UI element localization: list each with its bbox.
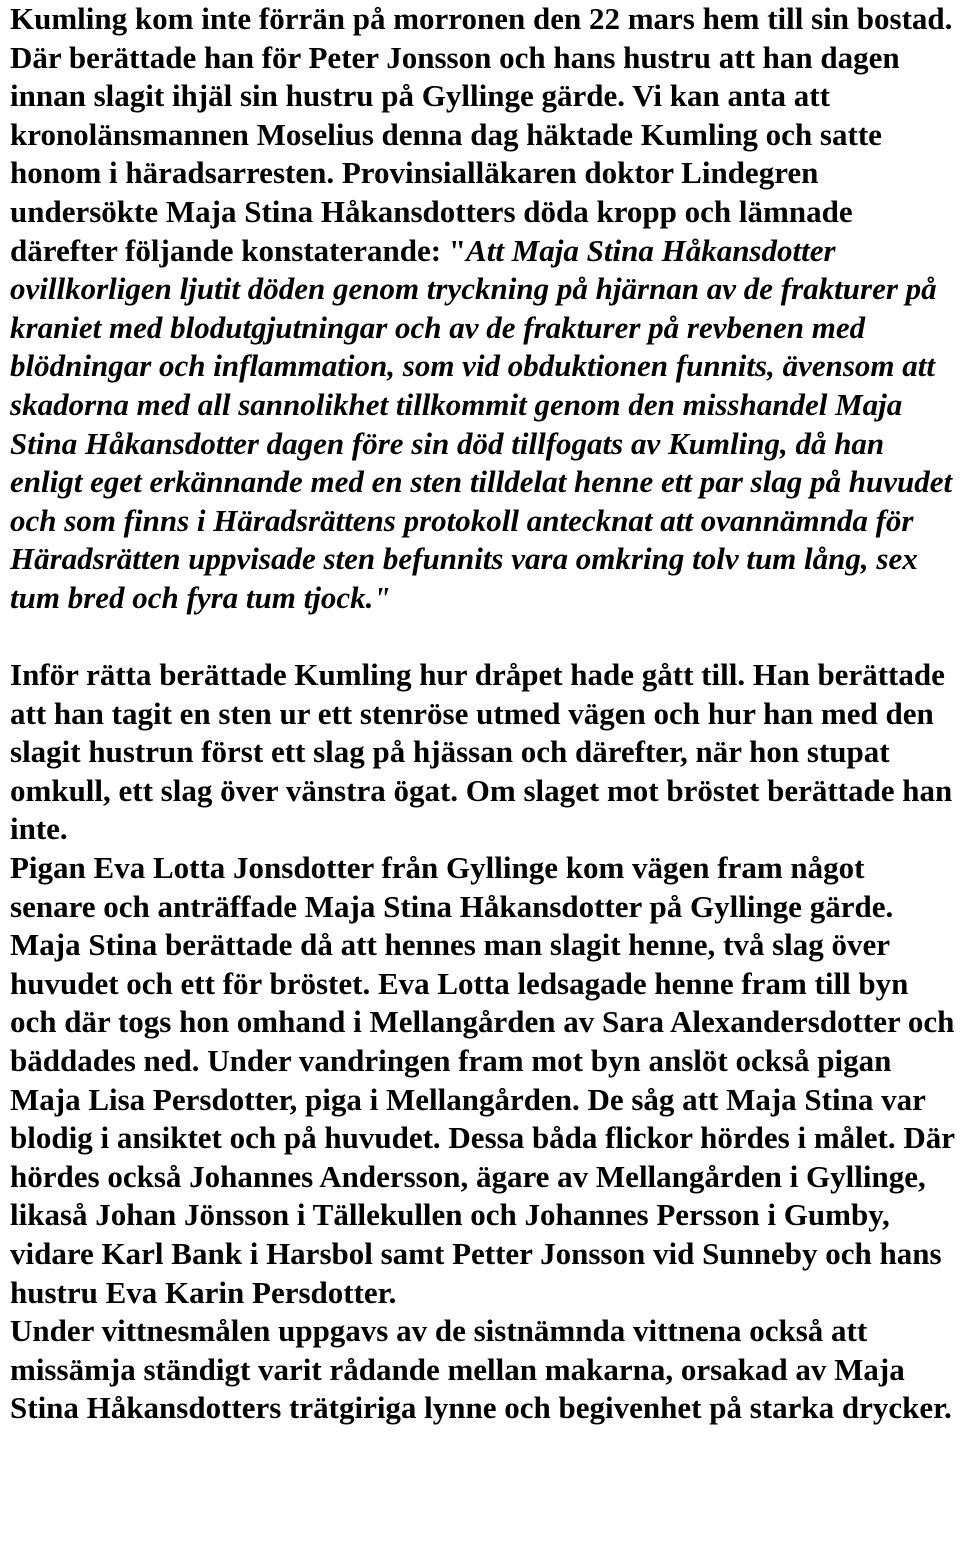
autopsy-quote: Att Maja Stina Håkansdotter ovillkorligen ljutit döden genom tryckning på hjärnan av de frakturer på kraniet med blodutgjutningar och av de frakturer på revbenen med blödningar och inflammation, som vid obduktionen funnits, ävensom att skadorna med all sannolikhet tillkommit genom den misshandel Maja Stina Håkansdotter dagen före sin död tillfogats av Kumling, då han enligt eget erkännande med en sten tilldelat henne ett par slag på huvudet och som finns i Häradsrättens protokoll antecknat att ovannämnda för Häradsrätten uppvisade sten befunnits vara omkring tolv tum lång, sex tum bred och fyra tum tjock." (10, 232, 953, 615)
paragraph-autopsy-narrative: Kumling kom inte förrän på morronen den 22 mars hem till sin bostad. Där berättade han för Peter Jonsson och hans hustru att han dagen innan slagit ihjäl sin hustru på Gyllinge gärde. Vi kan anta att kronolänsmannen Moselius denna dag häktade Kumling och satte honom i häradsarresten. Provinsialläkaren doktor Lindegren undersökte Maja Stina Håkansdotters döda kropp och lämnade därefter följande konstaterande: " (10, 1, 953, 268)
paragraph-gap (10, 618, 955, 657)
document-page (10, 0, 955, 1428)
paragraph-autopsy (10, 0, 955, 618)
paragraph-witnesses: Pigan Eva Lotta Jonsdotter från Gyllinge kom vägen fram något senare och anträffade Maja Stina Håkansdotter på Gyllinge gärde. Maja Stina berättade då att hennes man slagit henne, två slag över huvudet och ett för bröstet. Eva Lotta ledsagade henne fram till byn och där togs hon omhand i Mellangården av Sara Alexandersdotter och bäddades ned. Under vandringen fram mot byn anslöt också pigan Maja Lisa Persdotter, piga i Mellangården. De såg att Maja Stina var blodig i ansiktet och på huvudet. Dessa båda flickor hördes i målet. Där hördes också Johannes Andersson, ägare av Mellangården i Gyllinge, likaså Johan Jönsson i Tällekullen och Johannes Persson i Gumby, vidare Karl Bank i Harsbol samt Petter Jonsson vid Sunneby och hans hustru Eva Karin Persdotter. (10, 850, 955, 1310)
paragraph-testimony: Under vittnesmålen uppgavs av de sistnämnda vittnena också att missämja ständigt varit rådande mellan makarna, orsakad av Maja Stina Håkansdotters trätgiriga lynne och begivenhet på starka drycker. (10, 1313, 952, 1426)
paragraph-confession: Inför rätta berättade Kumling hur dråpet hade gått till. Han berättade att han tagit en sten ur ett stenröse utmed vägen och hur han med den slagit hustrun först ett slag på hjässan och därefter, när hon stupat omkull, ett slag över vänstra ögat. Om slaget mot bröstet berättade han inte. (10, 657, 953, 847)
